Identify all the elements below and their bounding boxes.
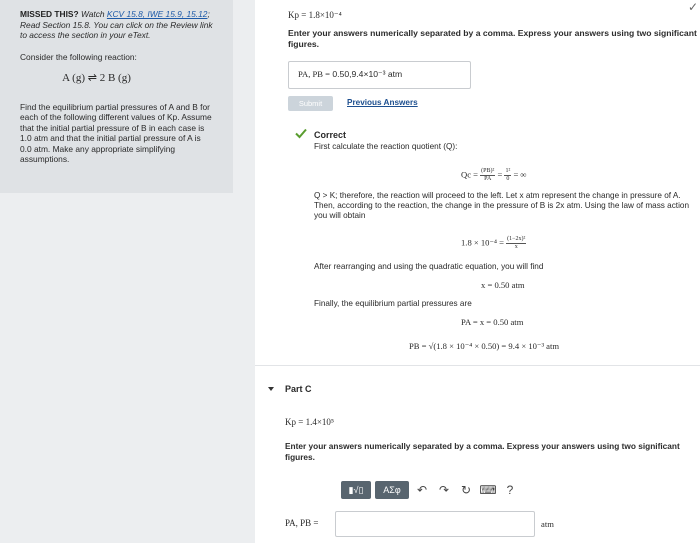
- mass-action-equation: [461, 236, 526, 251]
- partb-kp-value: Kp = 1.8×10⁻⁴: [288, 10, 342, 20]
- question-content: [255, 0, 700, 543]
- keyboard-icon[interactable]: ⌨: [479, 483, 497, 497]
- reaction-equation: A (g) ⇌ 2 B (g): [62, 72, 131, 84]
- q-den2: 0: [506, 176, 510, 182]
- eq1-num: (1−2x)²: [507, 236, 526, 242]
- x-result: x = 0.50 atm: [481, 280, 525, 290]
- q-equation: Qc = $\frac{\text{(PB)²}}{PA}$ = $\frac{\text{1²}}{0}$ = ∞: [461, 168, 527, 182]
- review-link[interactable]: KCV 15.8, IWE 15.9, 15.12: [106, 9, 208, 19]
- q-lhs: Qc =: [461, 169, 479, 180]
- q-fraction-2: [504, 168, 511, 183]
- check-icon: [295, 127, 307, 139]
- eq1-den: x: [514, 244, 518, 250]
- collapse-arrow-icon[interactable]: [268, 387, 274, 391]
- partc-answer-input[interactable]: [335, 511, 535, 537]
- q-result: = ∞: [513, 169, 527, 180]
- partc-unit-label: atm: [541, 519, 554, 529]
- pa-result: PA = x = 0.50 atm: [461, 317, 524, 327]
- templates-button[interactable]: ▮√▯: [341, 481, 371, 499]
- divider: [255, 365, 700, 366]
- missed-rest-text: ; Read Section 15.8. You can click on the Review link to access the section in your eText.: [20, 9, 213, 40]
- problem-statement-panel: [0, 0, 233, 193]
- previous-answers-link[interactable]: Previous Answers: [347, 98, 418, 107]
- explanation-para-1: Q > K; therefore, the reaction will proceed to the left. Let x atm represent the change in pressure of A. Then, according to the reaction, the change in the pressure of B is 2x atm. Using the law of mass action you will obtain: [314, 191, 690, 220]
- first-calc-text: First calculate the reaction quotient (Q):: [314, 142, 458, 151]
- math-toolbar: [341, 480, 519, 500]
- partb-answer-label: PA, PB =: [298, 69, 330, 79]
- missed-this-notice: [20, 9, 213, 41]
- chevron-down-icon[interactable]: ✓: [687, 0, 698, 14]
- consider-text: Consider the following reaction:: [20, 51, 137, 62]
- missed-this-label: MISSED THIS?: [20, 9, 79, 19]
- pb-result: PB = √(1.8 × 10⁻⁴ × 0.50) = 9.4 × 10⁻³ atm: [409, 341, 560, 351]
- partc-kp-value: Kp = 1.4×10⁵: [285, 417, 335, 427]
- q-fraction-1: [480, 168, 495, 183]
- help-icon[interactable]: ?: [506, 483, 514, 497]
- q-num2: 1²: [505, 168, 511, 174]
- partb-instructions: Enter your answers numerically separated by a comma. Express your answers using two significant figures.: [288, 28, 697, 49]
- part-c-title[interactable]: Part C: [285, 384, 312, 394]
- explanation-para-2: After rearranging and using the quadratic equation, you will find: [314, 262, 544, 271]
- q-den1: PA: [484, 176, 492, 182]
- find-instructions: Find the equilibrium partial pressures of A and B for each of the following different values of Kp. Assume that the initial partial pressure of B in each case is 1.0 atm and that the initial partial pressure of A is 0.0 atm. Make any appropriate simplifying assumptions.: [20, 101, 212, 164]
- partc-instructions: Enter your answers numerically separated by a comma. Express your answers using two significant figures.: [285, 441, 680, 462]
- eq1-lhs: 1.8 × 10⁻⁴ =: [461, 237, 505, 248]
- reset-icon[interactable]: ↻: [460, 483, 472, 497]
- q-num1: (PB)²: [481, 168, 495, 174]
- watch-text: Watch: [78, 9, 107, 19]
- partc-answer-label: PA, PB =: [285, 518, 319, 528]
- submit-button[interactable]: Submit: [288, 96, 333, 111]
- greek-symbols-button[interactable]: ΑΣφ: [375, 481, 409, 499]
- partb-answer-box: [288, 61, 471, 89]
- undo-icon[interactable]: ↶: [416, 483, 428, 497]
- eq1-fraction: [506, 236, 526, 251]
- redo-icon[interactable]: ↷: [438, 483, 450, 497]
- correct-label: Correct: [314, 130, 347, 140]
- partb-answer-value: 0.50,9.4×10⁻³ atm: [332, 69, 403, 79]
- explanation-para-3: Finally, the equilibrium partial pressures are: [314, 299, 472, 308]
